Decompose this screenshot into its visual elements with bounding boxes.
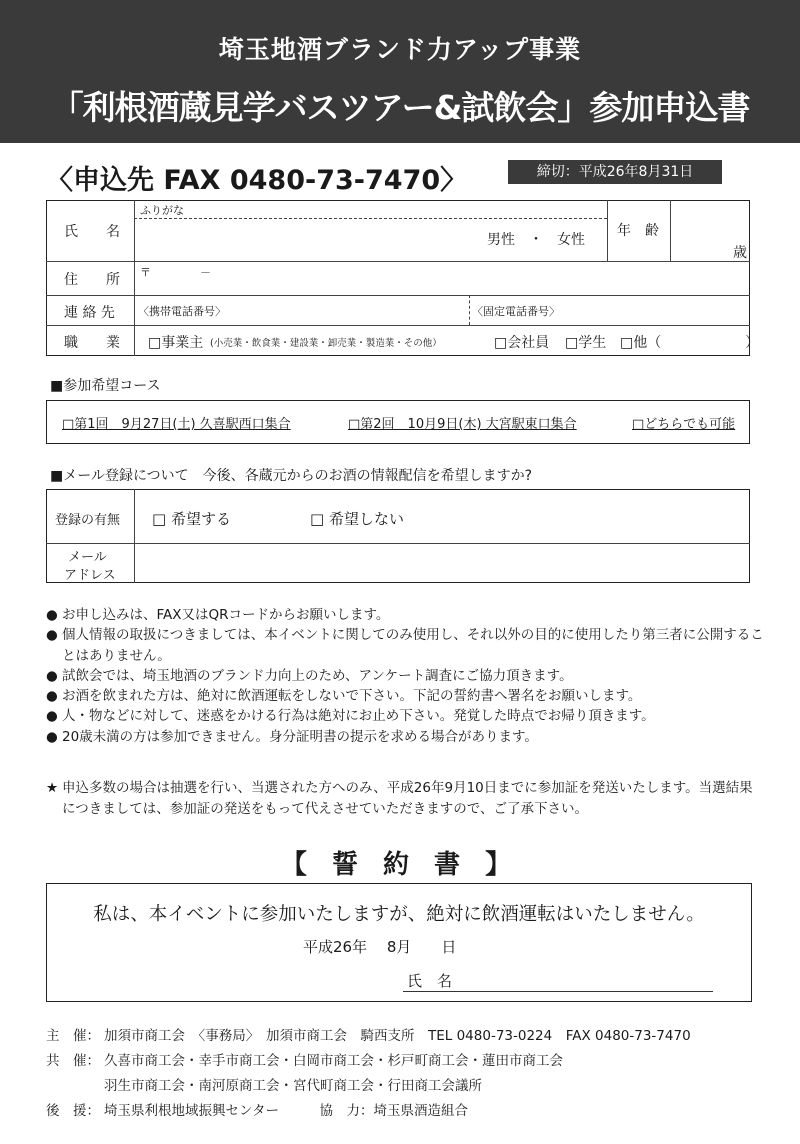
mail-reg-label: 登録の有無 [55, 513, 121, 528]
landline-phone-field[interactable]: 〈固定電話番号〉 [472, 305, 560, 318]
support-text: 埼玉県利根地域振興センター 協 力：埼玉県酒造組合 [104, 1103, 468, 1119]
mail-no-checkbox[interactable]: □ 希望しない [310, 510, 404, 528]
note-item: ● お申し込みは、FAX又はQRコードからお願いします。 [46, 605, 766, 625]
notes-list [46, 605, 766, 747]
pledge-date: 平成26年 8月 日 [303, 938, 457, 956]
job-owner-checkbox[interactable]: □事業主 [148, 335, 204, 351]
pledge-name-label: 氏 名 [407, 972, 453, 990]
furigana-label: ふりがな [140, 204, 184, 217]
co-organizer-label: 共 催： [46, 1053, 100, 1069]
job-other-checkbox[interactable]: □他（ ） [620, 335, 760, 351]
contact-label: 連 絡 先 [64, 305, 115, 321]
job-employee-checkbox[interactable]: □会社員 [494, 335, 550, 351]
course-section-title: ■参加希望コース [50, 378, 161, 394]
co-organizer-line-2: 羽生市商工会・南河原商工会・宮代町商工会・行田商工会議所 [104, 1078, 482, 1094]
header-title: 「利根酒蔵見学バスツアー&試飲会」参加申込書 [50, 88, 750, 127]
age-label: 年 齢 [617, 223, 659, 239]
note-item: ● 試飲会では、埼玉地酒のブランド力向上のため、アンケート調査にご協力頂きます。 [46, 666, 766, 686]
name-label: 氏 名 [64, 224, 120, 240]
age-unit: 歳 [733, 245, 747, 261]
support-label: 後 援： [46, 1103, 100, 1119]
pledge-text: 私は、本イベントに参加いたしますが、絶対に飲酒運転はいたしません。 [93, 904, 705, 925]
gender-choice[interactable]: 男性 ・ 女性 [487, 232, 585, 248]
mail-address-input[interactable] [140, 548, 744, 578]
course-option-2[interactable]: □第2回 10月9日(木) 大宮駅東口集合 [348, 417, 577, 432]
mail-address-label-1: メール [68, 550, 107, 565]
address-label: 住 所 [64, 272, 120, 288]
mail-section-title: ■メール登録について 今後、各蔵元からのお酒の情報配信を希望しますか? [50, 468, 533, 484]
fax-destination: 〈申込先 FAX 0480-73-7470〉 [46, 165, 468, 196]
note-item: ● 20歳未満の方は参加できません。身分証明書の提示を求める場合があります。 [46, 727, 766, 747]
course-option-1[interactable]: □第1回 9月27日(土) 久喜駅西口集合 [62, 417, 291, 432]
signature-line[interactable] [403, 991, 713, 992]
note-item: ● 個人情報の取扱につきましては、本イベントに関してのみ使用し、それ以外の目的に使用したり第三者に公開することはありません。 [46, 625, 766, 666]
organizer-label: 主 催： [46, 1028, 100, 1044]
pledge-title: 【 誓 約 書 】 [280, 850, 520, 880]
note-item: ● お酒を飲まれた方は、絶対に飲酒運転をしないで下さい。下記の誓約書へ署名をお願いします。 [46, 686, 766, 706]
mail-address-label-2: アドレス [64, 568, 116, 583]
course-option-3[interactable]: □どちらでも可能 [632, 417, 736, 432]
lottery-note: ★ 申込多数の場合は抽選を行い、当選された方へのみ、平成26年9月10日までに参加証を発送いたします。当選結果につきましては、参加証の発送をもって代えさせていただきますので、ご了承下さい。 [46, 778, 766, 819]
job-student-checkbox[interactable]: □学生 [565, 335, 607, 351]
deadline-badge: 締切：平成26年8月31日 [508, 160, 722, 184]
job-owner-detail: (小売業・飲食業・建設業・卸売業・製造業・その他） [210, 338, 442, 349]
organizer-text: 加須市商工会 〈事務局〉 加須市商工会 騎西支所 TEL 0480-73-0224 FAX 0480-73-7470 [104, 1028, 691, 1044]
mail-yes-checkbox[interactable]: □ 希望する [152, 510, 231, 528]
job-label: 職 業 [64, 335, 120, 351]
pledge-box [46, 883, 752, 1002]
note-item: ● 人・物などに対して、迷惑をかける行為は絶対にお止め下さい。発覚した時点でお帰り頂きます。 [46, 706, 766, 726]
postal-mark: 〒 [140, 266, 151, 279]
header-banner [0, 0, 800, 143]
header-subtitle: 埼玉地酒ブランド力アップ事業 [218, 35, 582, 64]
co-organizer-line-1: 久喜市商工会・幸手市商工会・白岡市商工会・杉戸町商工会・蓮田市商工会 [104, 1053, 563, 1069]
postal-dash: － [200, 266, 211, 279]
name-input[interactable] [140, 222, 470, 256]
mobile-phone-field[interactable]: 〈携帯電話番号〉 [138, 305, 226, 318]
